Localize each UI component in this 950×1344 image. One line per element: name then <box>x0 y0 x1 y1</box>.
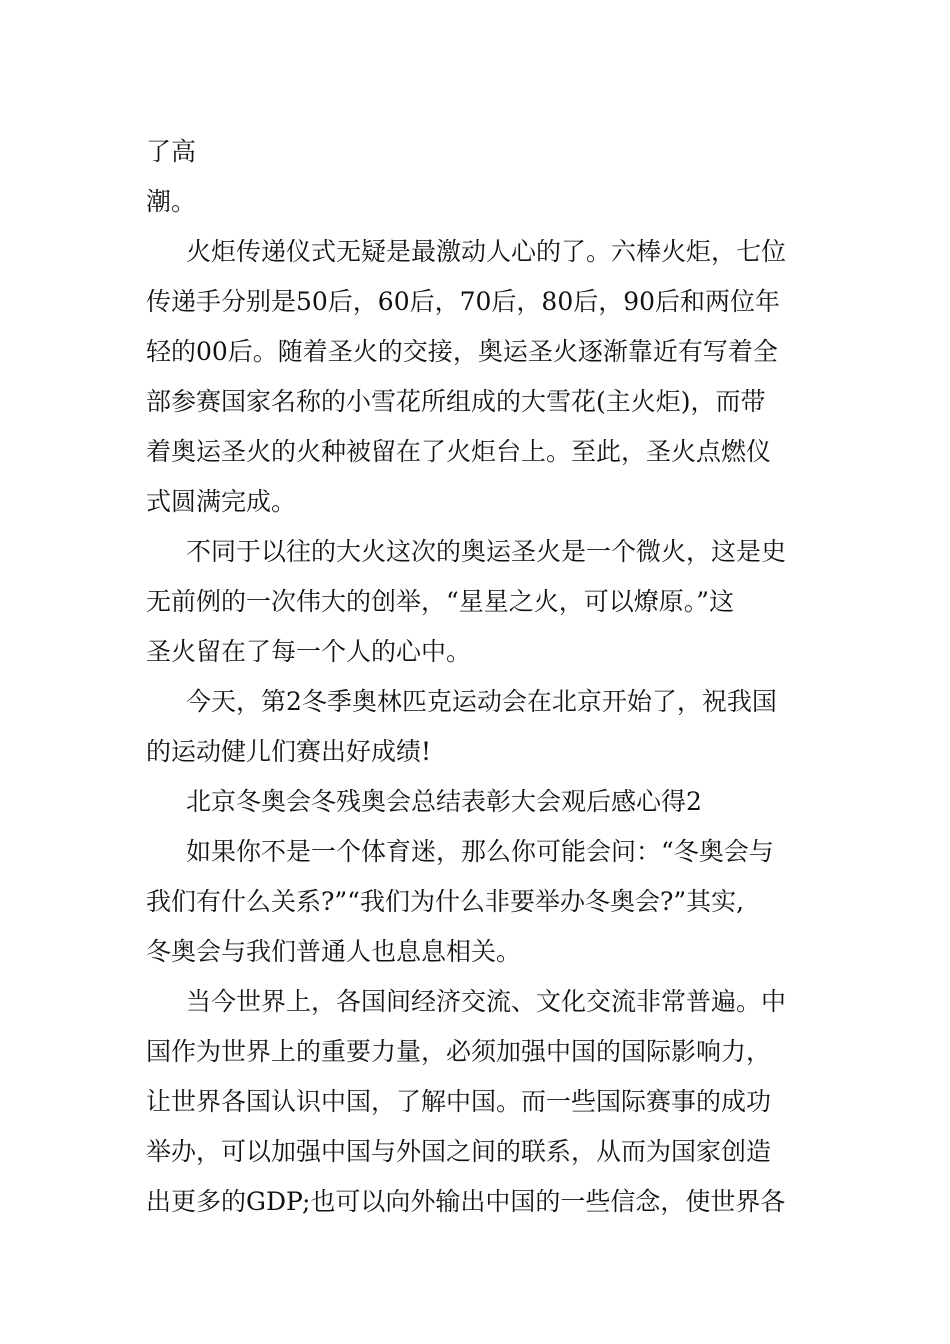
text-line: 轻的00后。随着圣火的交接，奥运圣火逐渐靠近有写着全 <box>146 337 778 366</box>
paragraph-first-line: 火炬传递仪式无疑是最激动人心的了。六棒火炬，七位 <box>186 237 787 266</box>
section-heading: 北京冬奥会冬残奥会总结表彰大会观后感心得2 <box>186 787 702 816</box>
text-line: 部参赛国家名称的小雪花所组成的大雪花(主火炬)，而带 <box>146 387 766 416</box>
text-line: 出更多的GDP;也可以向外输出中国的一些信念，使世界各 <box>146 1187 786 1216</box>
paragraph-first-line: 今天，第2冬季奥林匹克运动会在北京开始了，祝我国 <box>186 687 777 716</box>
text-line: 举办，可以加强中国与外国之间的联系，从而为国家创造 <box>146 1137 772 1166</box>
text-line: 国作为世界上的重要力量，必须加强中国的国际影响力， <box>146 1037 772 1066</box>
text-line: 让世界各国认识中国，了解中国。而一些国际赛事的成功 <box>146 1087 772 1116</box>
text-line: 圣火留在了每一个人的心中。 <box>146 637 472 666</box>
text-line: 着奥运圣火的火种被留在了火炬台上。至此，圣火点燃仪 <box>146 437 772 466</box>
text-line: 了高 <box>146 137 197 166</box>
paragraph-first-line: 不同于以往的大火这次的奥运圣火是一个微火，这是史 <box>186 537 787 566</box>
text-line: 的运动健儿们赛出好成绩! <box>146 737 432 766</box>
text-line: 冬奥会与我们普通人也息息相关。 <box>146 937 522 966</box>
text-line: 式圆满完成。 <box>146 487 297 516</box>
paragraph-first-line: 如果你不是一个体育迷，那么你可能会问：“冬奥会与 <box>186 837 774 866</box>
text-line: 传递手分别是50后，60后，70后，80后，90后和两位年 <box>146 287 781 316</box>
text-line: 潮。 <box>146 187 197 216</box>
text-line: 我们有什么关系?”“我们为什么非要举办冬奥会?”其实, <box>146 887 745 916</box>
text-line: 无前例的一次伟大的创举，“星星之火，可以燎原。”这 <box>146 587 735 616</box>
paragraph-first-line: 当今世界上，各国间经济交流、文化交流非常普遍。中 <box>186 987 787 1016</box>
